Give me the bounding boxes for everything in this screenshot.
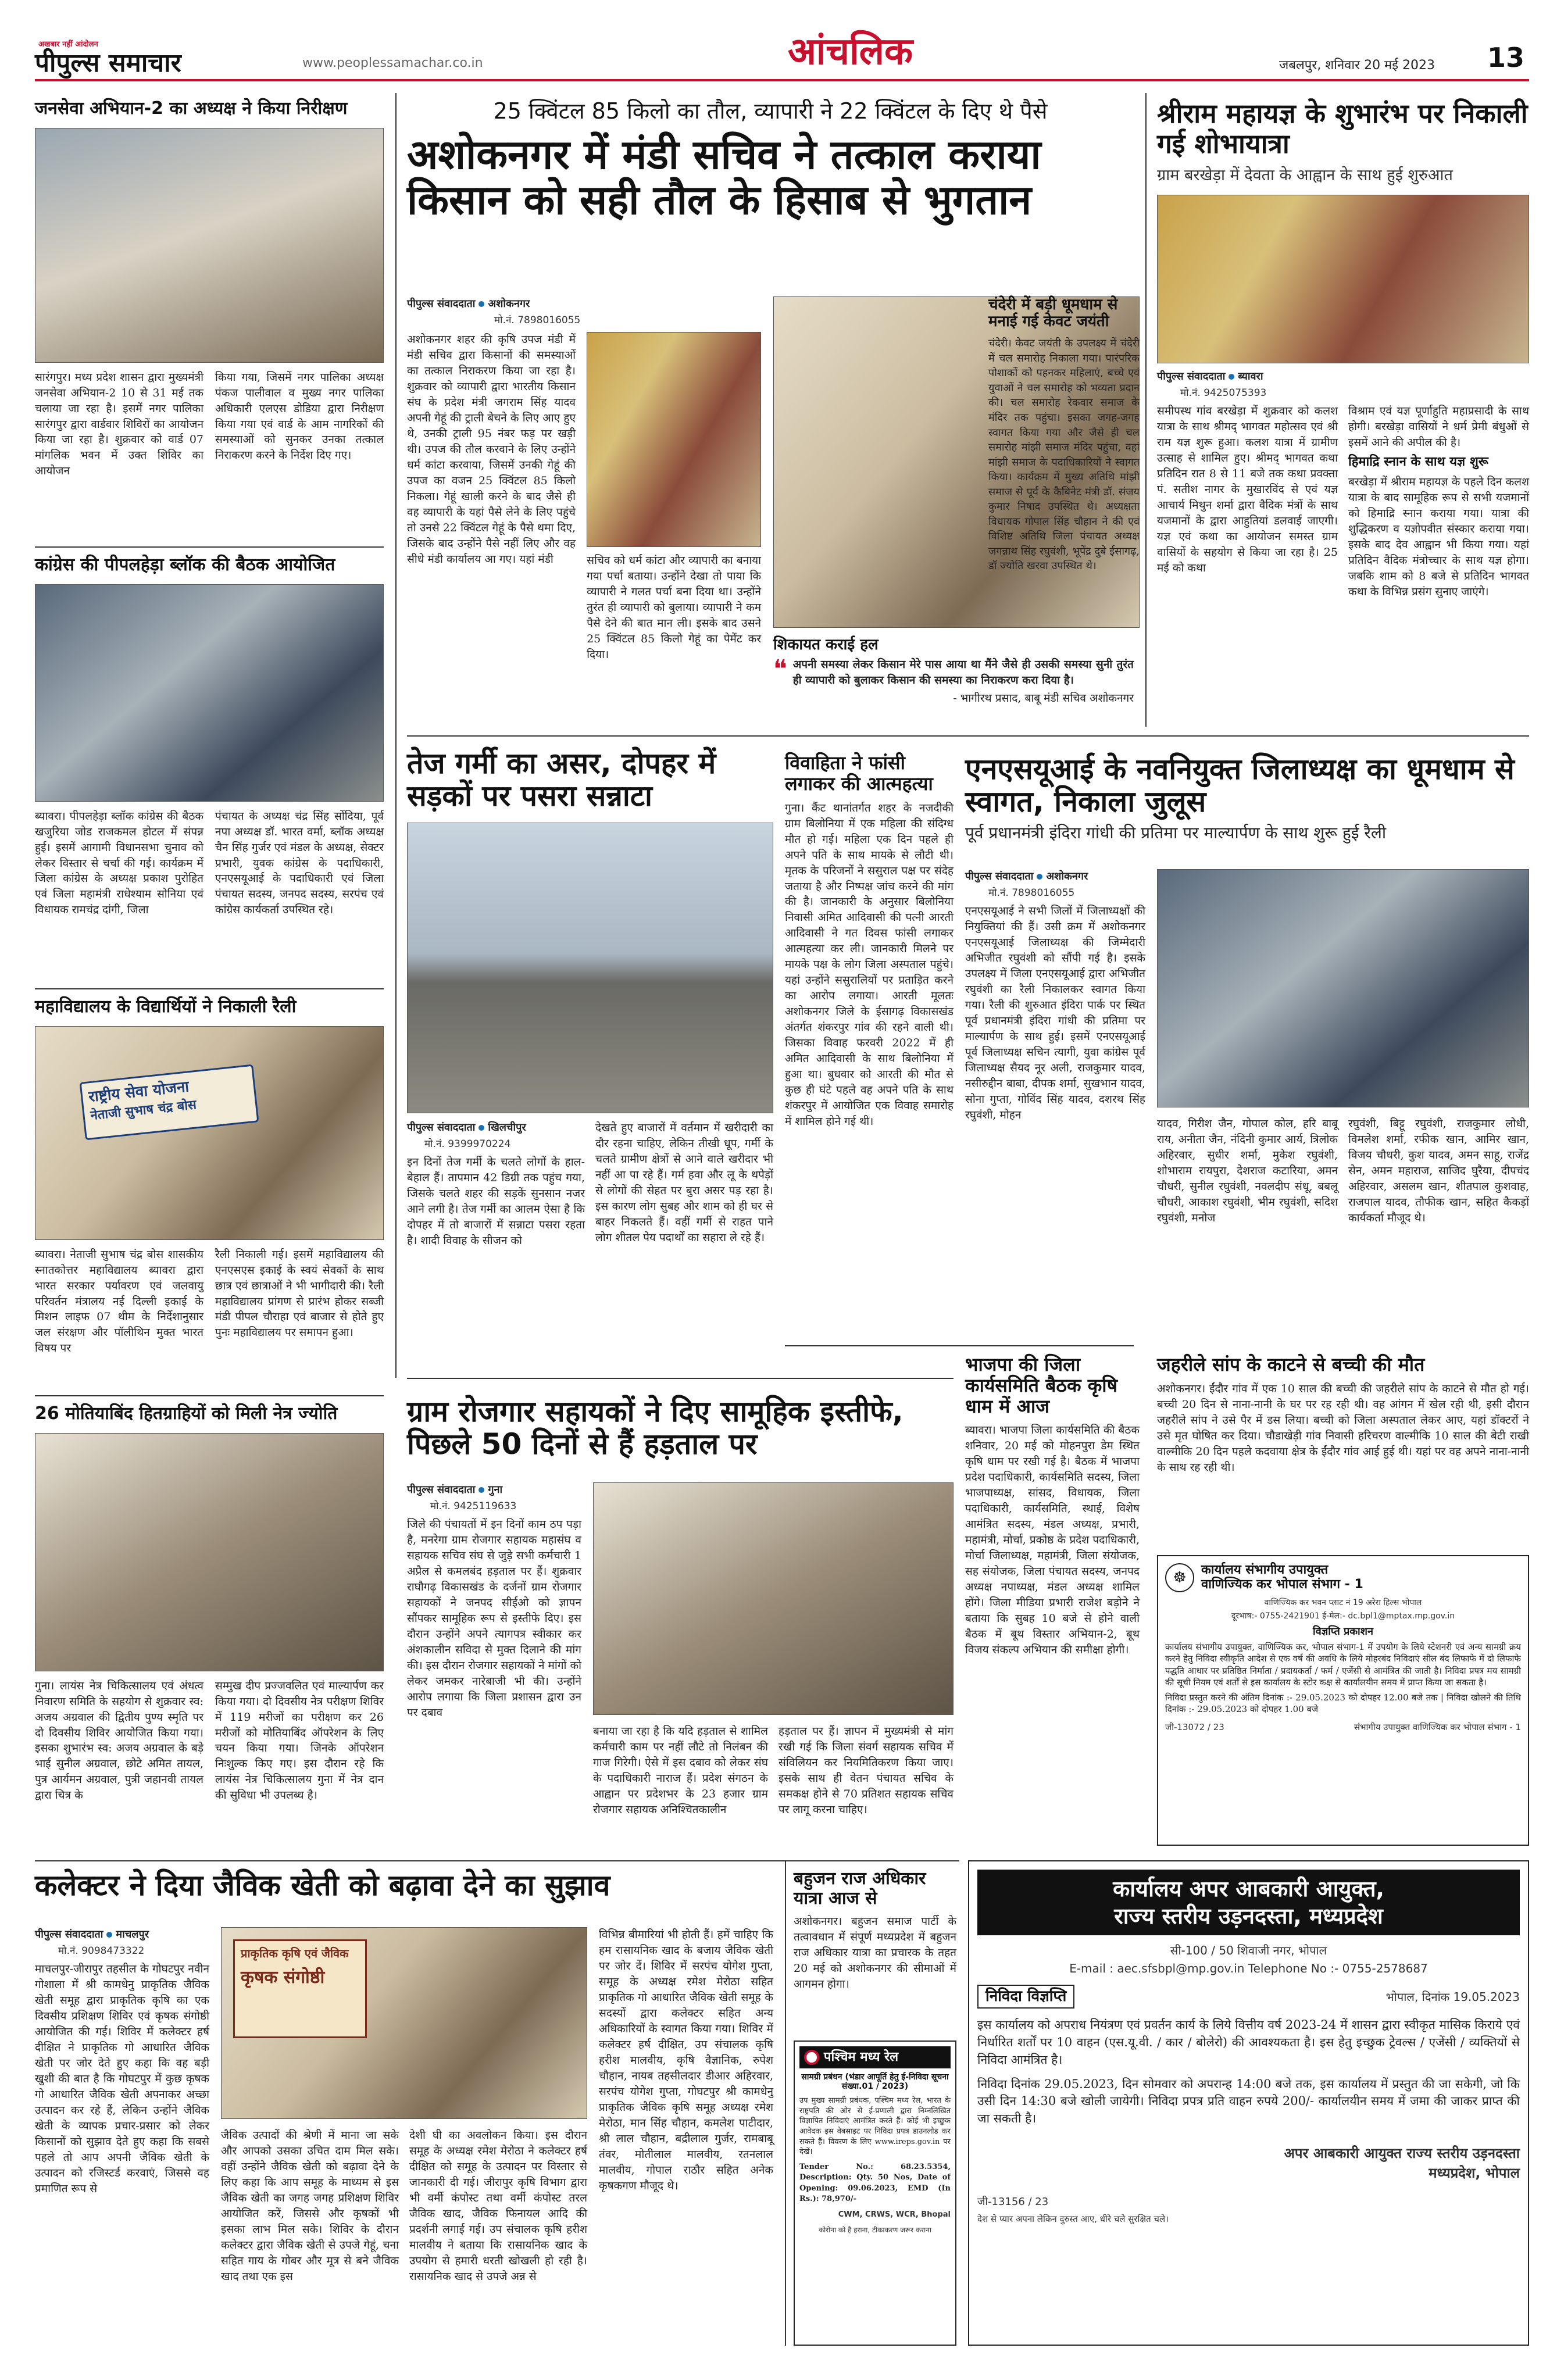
article-body: जिले की पंचायतों में इन दिनों काम ठप पड़ा है, मनरेगा ग्राम रोजगार सहायक महासंघ व सहायक सचिव संघ से जुड़े सभी कर्मचारी 1 अप्रैल से कमलबंद हड़ताल पर हैं। शुक्रवार राघौगढ़ विकासखंड के दर्जनों ग्राम रोजगार सहायकों ने जनपद सीईओ को ज्ञापन सौंपकर सामूहिक रूप से इस्तीफे दिए। इस दौरान उन्होंने अपने त्यागपत्र स्वीकार कर अंशकालीन सविदा से मुक्त दिलाने की मांग की। इस दौरान रोजगार सहायकों ने मांगों को लेकर जमकर नारेबाजी भी की। उन्होंने आरोप लगाया कि जिला प्रशासन द्वारा उन पर दबाव [407,1518,581,1719]
article-subhead: हिमाद्रि स्नान के साथ यज्ञ शुरू [1348,455,1488,470]
ad-contact: दूरभाष:- 0755-2421901 ई-मेल:- dc.bpl1@mptax.mp.gov.in [1231,1611,1455,1621]
article-title: कांग्रेस की पीपलहेड़ा ब्लॉक की बैठक आयोजित [35,555,335,575]
ad-date: भोपाल, दिनांक 19.05.2023 [1385,1990,1520,2004]
photo-banner [80,1064,259,1140]
ad-address: सी-100 / 50 शिवाजी नगर, भोपाल [1170,1943,1327,1958]
banner-text: नेताजी सुभाष चंद्र बोस [90,1097,198,1123]
article-suicide [785,753,954,1369]
article-body: सारंगपुर। मध्य प्रदेश शासन द्वारा मुख्यमंत्री जनसेवा अभियान-2 10 से 31 मई तक चलाया जा रहा है। इसमें नगर पालिका सारंगपुर द्वारा वार्डवार शिविरों का आयोजन किया जा रहा है। शुक्रवार को वार्ड 07 मांगलिक भवन में उक्त शिविर का आयोजन [35,370,203,478]
ad-body: उप मुख्य सामग्री प्रबंधक, पश्चिम मध्य रेल, भारत के राष्ट्रपति की ओर से ई-प्रणाली द्वारा निम्नलिखित विज्ञापित निविदाएं आमंत्रित करते हैं। कोई भी इच्छुक आवेदक इस वेबसाइट पर निविदा प्रपत्र डाउनलोड कर सकते हैं। विवरण के लिए www.ireps.gov.in पर देखें। [799,2096,951,2157]
byline [407,1482,581,1496]
ad-note: देश से प्यार अपना लेकिन दुरुस्त आए, धीरे चले सुरक्षित चले। [977,2214,1169,2225]
article-body: देखते हुए बाजारों में वर्तमान में खरीदारी का दौर रहना चाहिए, लेकिन तीखी धूप, गर्मी के चलते ग्रामीण क्षेत्रों से आने वाले खरीदार भी नहीं आ पा रहे हैं। गर्म हवा और लू के थपेड़ों से लोगों की सेहत पर बुरा असर पड़ रहा है। इस कारण लोग सुबह और शाम को ही घर से बाहर निकलते हैं। वहीं गर्मी से राहत पाने लोग शीतल पेय पदार्थों का सहारा ले रहे हैं। [595,1121,773,1244]
article-body: गुना। लायंस नेत्र चिकित्सालय एवं अंधत्व निवारण समिति के सहयोग से शुक्रवार स्व: अजय अग्रवाल की द्वितीय पुण्य स्मृति पर दो दिवसीय शिविर आयोजित किया गया। इसका शुभारंभ स्व: अजय अग्रवाल के बड़े भाई सुनील अग्रवाल, छोटे अमित तायल, पुत्र आर्यमन अग्रवाल, पुत्री जहानवी तायल द्वारा चित्र के [35,1679,203,1802]
banner-text: कृषक संगोष्ठी [241,1967,325,1988]
commercial-tax-notice-ad[interactable] [1157,1555,1529,1846]
article-body: जैविक उत्पादों की श्रेणी में माना जा सके और आपको उसका उचित दाम मिल सके। वहीं उन्होंने जैविक खेती को बढ़ावा देने के लिए कहा कि आप समूह के माध्यम से इस जैविक खेती का जगह जगह प्रशिक्षण शिविर आयोजित करें, जिससे और कृषकों भी इसका लाभ मिल सके। शिविर के दौरान कलेक्टर द्वारा जैविक खेती से उपजे गेहूं, चना सहित गाय के गोबर और मूत्र से बने जैविक खाद तथा एक इस [221,2129,399,2283]
ad-body: निविदा दिनांक 29.05.2023, दिन सोमवार को अपरान्ह 14:00 बजे तक, इस कार्यालय में प्रस्तुत की जा सकेगी, जो कि उसी दिन 14:30 बजे खोली जायेगी। निविदा प्रपत्र प्रति वाहन रुपये 200/- कार्यालयीन समय में जमा की जाकर प्राप्त की जा सकती है। [977,2077,1520,2126]
byline [407,1120,585,1134]
byline-name: पीपुल्स संवाददाता [407,298,476,310]
article-jansewa [35,99,384,506]
article-body: यादव, गिरीश जैन, गोपाल कोल, हरि बाबू राय, अनीता जैन, नंदिनी कुमार आर्य, त्रिलोक अहिरवार, सुधीर शर्मा, मुकेश रघुवंशी, शोभाराम रायपुरा, देशराज कटारिया, अमन चौधरी, सुनील रघुवंशी, नवलदीप संधू, बबलू चौधरी, आकाश रघुवंशी, भीम रघुवंशी, सदिश रघुवंशी, मनोज [1157,1117,1338,1224]
article-body: विश्राम एवं यज्ञ पूर्णाहुति महाप्रसादी के साथ होगी। बरखेड़ा वासियों ने धर्म प्रेमी बंधुओं से इसमें आने की अपील की है। [1348,405,1529,449]
article-separator [35,546,384,548]
article-body: ब्यावरा। पीपलहेड़ा ब्लॉक कांग्रेस की बैठक खजुरिया जोड राजकमल होटल में संपन्न हुई। इसमें आगामी विधानसभा चुनाव को लेकर विस्तार से चर्चा की गई। कार्यक्रम में जिला कांग्रेस के अध्यक्ष प्रकाश पुरोहित एवं जिला महामंत्री राधेश्याम सोनिया एवं विधायक रामचंद्र दांगी, जिला [35,809,203,917]
article-title: कलेक्टर ने दिया जैविक खेती को बढ़ावा देने का सुझाव [35,1868,610,1902]
article-body: समीपस्थ गांव बरखेड़ा में शुक्रवार को कलश यात्रा के साथ श्रीमद् भागवत महोत्सव एवं श्री राम यज्ञ शुरू हुआ। कलश यात्रा में ग्रामीण उत्साह से शामिल हुए। श्रीमद् भागवत कथा प्रतिदिन रात 8 से 11 बजे तक कथा प्रवक्ता पं. सतीश नागर के मुखारविंद से एवं यज्ञ आचार्य मिथुन शर्मा द्वारा वैदिक मंत्रों के साथ यजमानों के द्वारा आहुतियां डलवाई जाएगी। यज्ञ एवं कथा का आयोजन समस्त ग्राम वासियों के सहयोग से किया जा रहा है। 25 मई को कथा [1157,405,1338,574]
byline-name: पीपुल्स संवाददाता [407,1121,476,1134]
byline-dot [106,1932,112,1938]
article-body: इन दिनों तेज गर्मी के चलते लोगों के हाल-बेहाल हैं। तापमान 42 डिग्री तक पहुंच गया, जिसके चलते शहर की सड़कें सुनसान नजर आने लगी है। तेज गर्मी का आलम ऐसा है कि दोपहर में तो बाजारों में सन्नाटा पसरा रहता है। शादी विवाह के सीजन को [407,1156,585,1247]
article-organic-farming [35,1869,773,2346]
byline-place: गुना [488,1484,503,1496]
ad-title: राज्य स्तरीय उड़नदस्ता, मध्यप्रदेश [1114,1903,1383,1929]
article-snake-bite [1157,1355,1529,1546]
masthead-url[interactable]: www.peoplessamachar.co.in [302,56,483,70]
article-title: जनसेवा अभियान-2 का अध्यक्ष ने किया निरीक्षण [35,98,348,119]
railway-logo-icon [804,2050,819,2065]
ad-dates: निविदा प्रस्तुत करने की अंतिम दिनांक :- 29.05.2023 को दोपहर 12.00 बजे तक | निविदा खोलने की तिथि दिनांक :- 29.05.2023 को दोपहर 1.00 बजे [1165,1692,1521,1715]
masthead [0,0,1557,87]
paper-logo[interactable] [35,38,256,78]
complaint-attribution: - भागीरथ प्रसाद, बाबू मंडी सचिव अशोकनगर [953,692,1134,705]
news-photo[interactable] [1157,869,1529,1107]
article-title: ग्राम रोजगार सहायकों ने दिए सामूहिक इस्तीफे, पिछले 50 दिनों से हैं हड़ताल पर [407,1395,904,1461]
mobile-number: मो.नं. 9425075393 [1180,387,1267,399]
article-kewat-jayanti [988,296,1140,727]
article-title: भाजपा की जिला कार्यसमिति बैठक कृषि धाम में आज [965,1353,1118,1417]
article-body: गुना। कैंट थानांतर्गत शहर के नजदीकी ग्राम बिलोनिया में एक महिला की संदिग्ध मौत हो गई। महिला एक दिन पहले ही अपने पति के साथ मायके से लौटी थी। मृतक के परिजनों ने ससुराल पक्ष पर संदेह जताया है और निष्पक्ष जांच करने की मांग की है। जानकारी के अनुसार बिलोनिया निवासी अमित आदिवासी की पत्नी आरती आदिवासी ने गत दिवस फांसी लगाकर आत्महत्या कर ली। जानकारी मिलने पर मायके पक्ष के लोग जिला अस्पताल पहुंचे। यहां उन्होंने ससुरालियों पर प्रताड़ित करने का आरोप लगाया। आरती मूलतः अशोकनगर जिले के ईसागढ़ विकासखंड अंतर्गत शंकरपुर गांव की रहने वाली थी। जिसका विवाह फरवरी 2022 में ही अमित आदिवासी के साथ बिलोनिया में हुआ था। बुधवार को आरती की मौत से कुछ ही घंटे पहले वह अपने पति के साथ शंकरपुर में आयोजित एक विवाह समारोह में शामिल होने गई थी। [785,801,954,1128]
byline-dot [478,301,484,307]
article-title: एनएसयूआई के नवनियुक्त जिलाध्यक्ष का धूमधाम से स्वागत, निकाला जुलूस [965,752,1515,819]
ad-address: वाणिज्यिक कर भवन प्लाट नं 19 अरेरा हिल्स भोपाल [1264,1598,1422,1607]
ad-header-row [1165,1563,1521,1592]
ad-notice-title: निविदा विज्ञप्ति [977,1985,1074,2009]
byline-dot [478,1487,484,1493]
emblem-icon: ☸ [1165,1563,1194,1592]
ad-signature: संभागीय उपायुक्त वाणिज्यिक कर भोपाल संभाग - 1 [1354,1721,1521,1732]
article-title: तेज गर्मी का असर, दोपहर में सड़कों पर पसरा सन्नाटा [407,746,716,813]
article-title: विवाहिता ने फांसी लगाकर की आत्महत्या [785,752,933,795]
article-column-2 [587,332,761,663]
byline [965,869,1145,883]
news-photo[interactable] [1157,195,1529,363]
article-body: देशी घी का अवलोकन किया। इस दौरान समूह के अध्यक्ष रमेश मेरोठा ने कलेक्टर हर्ष दीक्षित को समूह के उत्पादन पर विस्तार से जानकारी दी गई। जीरापुर कृषि विभाग द्वारा भी वर्मी कंपोस्ट तथा वर्मी कंपोस्ट तरल जैविक खाद, जैविक फिनायल आदि की प्रदर्शनी लगाई गई। उप संचालक कृषि हरीश मालवीय ने बताया कि रासायनिक खाद के उपयोग से हमारी धरती खोखली हो रही है। रासायनिक खाद से उपजे अन्न से [409,2129,587,2283]
ad-title: वाणिज्यिक कर भोपाल संभाग - 1 [1201,1577,1363,1592]
ad-notice-title: विज्ञप्ति प्रकाशन [1313,1625,1373,1638]
article-title: चंदेरी में बड़ी धूमधाम से मनाई गई केवट जयंती [988,296,1118,331]
article-body: किया गया, जिसमें नगर पालिका अध्यक्ष पंकज पालीवाल व मुख्य नगर पालिका अधिकारी एलएस डोडिया द्वारा निरीक्षण किया गया एवं वार्ड के आम नागरिकों की समस्याओं को सुनकर उनका तत्काल निराकरण करने के निर्देश दिए गए। [215,370,384,462]
article-college-rally [35,997,384,1381]
section-title: आंचलिक [788,30,913,73]
article-bahujan-yatra [794,1869,956,2032]
article-body: ब्यावरा। भाजपा जिला कार्यसमिति की बैठक शनिवार, 20 मई को मोहनपुरा डेम स्थित कृषि धाम पर रखी गई है। बैठक में भाजपा प्रदेश पदाधिकारी, कार्यसमिति सदस्य, जिला भाजपाध्यक्ष, सांसद, विधायक, जिला पदाधिकारी, कार्यसमिति, स्थाई, विशेष आमंत्रित सदस्य, मंडल अध्यक्ष, प्रभारी, महामंत्री, मोर्चा, प्रकोष्ठ के प्रदेश पदाधिकारी, मोर्चा जिलाध्यक्ष, महामंत्री, जिला संयोजक, सह संयोजक, जिला पंचायत सदस्य, जनपद अध्यक्ष नपाध्यक्ष, मंडल अध्यक्ष शामिल होंगे। जिला मीडिया प्रभारी राजेश बड़ोने ने बताया कि सुबह 10 बजे से होने वाली बैठक में बूथ विस्तार अभियान-2, बूथ विजय संकल्प अभियान की समीक्षा होगी। [965,1424,1140,1657]
article-nsui [965,753,1529,1369]
news-photo[interactable] [407,823,773,1113]
quote-icon: ❝ [773,655,787,685]
article-body: रघुवंशी, बिट्टू रघुवंशी, राजकुमार लोधी, विमलेश शर्मा, रफीक खान, आमिर खान, विजय चौधरी, कुश यादव, अमन साहू, राजेंद्र सेन, अमन महाराज, साजिद घुरैया, दीपचंद अहिरवार, असलम खान, शीतपाल कुशवाह, राजपाल यादव, तौफीक खान, सहित कैकड़ों कार्यकर्ता मौजूद थे। [1348,1117,1529,1224]
byline-place: अशोकनगर [1046,870,1088,882]
news-photo[interactable] [221,1927,587,2119]
mobile-number: मो.नं. 9098473322 [58,1945,145,1957]
ad-footer-row [977,2195,1520,2209]
byline-dot [1037,874,1042,880]
dateline: जबलपुर, शनिवार 20 मई 2023 [1279,58,1435,73]
article-kicker: 25 क्विंटल 85 किलो का तौल, व्यापारी ने 22 क्विंटल के दिए थे पैसे [493,98,1048,124]
news-photo[interactable] [587,332,761,547]
article-body: विभिन्न बीमारियां भी होती हैं। हमें चाहिए कि हम रासायनिक खाद के बजाय जैविक खेती पर जोर दें। शिविर में सरपंच योगेश गुप्ता, समूह के अध्यक्ष रमेश मेरोठा सहित प्राकृतिक गो आधारित जैविक खेती समूह के सदस्यों द्वारा कलेक्टर सहित अन्य अधिकारियों के स्वागत किया गया। शिविर में कलेक्टर हर्ष दीक्षित, उप संचालक कृषि हरीश मालवीय, कृषि वैज्ञानिक, रुपेश चौहान, नायब तहसीलदार डीआर अहिरवार, सरपंच योगेश गुप्ता, गोघटपुर श्री कामधेनु प्राकृतिक जैविक कृषि समूह अध्यक्ष रमेश मेरोठा, मान सिंह चौहान, कमलेश पाटीदार, श्री लाल चौहान, बद्रीलाल गुर्जर, रामबाबू तंवर, मोतीलाल मालवीय, रतनलाल मालवीय, गोपाल राठौर सहित अनेक कृषकगण मौजूद थे। [599,1928,773,2192]
paper-name: पीपुल्स समाचार [35,48,181,78]
byline-place: ब्यावरा [1238,370,1263,383]
article-title: बहुजन राज अधिकार यात्रा आज से [794,1868,926,1909]
ad-tender-details: Tender No.: 68.23.5354, Description: Qty. 50 Nos, Date of Opening: 09.06.2023, EMD (In Rs.): 78,970/- [799,2162,951,2203]
ad-contact: E-mail : aec.sfsbpl@mp.gov.in Telephone No :- 0755-2578687 [1069,1961,1428,1976]
article-body: बरखेड़ा में श्रीराम महायज्ञ के पहले दिन कलश यात्रा के बाद सामूहिक रूप से सभी यजमानों को हिमाद्रि स्नान कराया गया। यात्रा की शुद्धिकरण व यज्ञोपवीत संस्कार कराया गया। इसके बाद देव आह्वान भी किया गया। यहां प्रतिदिन वैदिक मंत्रोच्चार के साथ यज्ञ होगा। जबकि शाम को 8 बजे से प्रतिदिन भागवत कथा के विभिन्न प्रसंग सुनाए जाएंगे। [1348,475,1529,598]
mobile-number: मो.नं. 7898016055 [494,315,581,326]
masthead-rule [35,79,1529,81]
ad-title: कार्यालय संभागीय उपायुक्त [1201,1563,1329,1578]
article-body: सम्मुख दीप प्रज्जवलित एवं माल्यार्पण कर किया गया। दो दिवसीय नेत्र परीक्षण शिविर में 119 मरीजों का परीक्षण कर 26 मरीजों को मोतियाबिंद ऑपरेशन के लिए चयन किया गया। जिनके ऑपरेशन निःशुल्क किए गए। इस दौरान रहे कि लायंस नेत्र चिकित्सालय गुना में नेत्र दान की सुविधा भी उपलब्ध है। [215,1679,384,1802]
article-title: 26 मोतियाबिंद हितग्राहियों को मिली नेत्र ज्योति [35,1403,338,1424]
article-separator [35,1860,959,1861]
article-separator [407,735,1529,737]
ad-body: इस कार्यालय को अपराध नियंत्रण एवं प्रवर्तन कार्य के लिये वित्तीय वर्ष 2023-24 में शासन द्वारा स्वीकृत मासिक किराये एवं निर्धारित शर्तों पर 10 वाहन (एस.यू.वी. / कार / बोलेरो) की आवश्यकता है। इस हेतु इच्छुक ट्रेवल्स / एजेंसी / व्यक्तियों से निविदा आमंत्रित है। [977,2018,1520,2067]
article-body: माचलपुर-जीरापुर तहसील के गोघटपुर नवीन गोशाला में श्री कामधेनु प्राकृतिक जैविक खेती समूह द्वारा प्राकृतिक कृषि का एक दिवसीय प्रशिक्षण शिविर एवं कृषक संगोष्ठी आयोजित की गई। शिविर में कलेक्टर हर्ष दीक्षित ने प्राकृतिक गो आधारित जैविक खेती पर जोर देते हुए कहा कि वह बड़ी खुशी की बात है कि गोघटपुर में कुछ कृषक गो आधारित जैविक खेती अपनाकर अच्छा उत्पादन कर रहे हैं, लेकिन उन्होंने जैविक खेती के व्यापक प्रचार-प्रसार को लेकर किसानों को सुझाव देते हुए कहा कि सबसे पहले तो आप अपनी जैविक खेती के उत्पादन को रजिस्टर्ड करवाएं, जिससे वह प्रमाणित रूप से [35,1963,209,2195]
ad-header [799,2046,951,2068]
article-congress [35,555,384,980]
article-body: बनाया जा रहा है कि यदि हड़ताल से शामिल कर्मचारी काम पर नहीं लौटे तो निलंबन की गाज गिरेगी। ऐसे में इस दबाव को लेकर संघ के पदाधिकारी नाराज हैं। प्रदेश संगठन के आह्वान पर प्रदेशभर के 23 हजार ग्राम रोजगार सहायक अनिश्चितकालीन [593,1725,768,1816]
column-divider [395,93,397,1378]
ad-title: कार्यालय अपर आबकारी आयुक्त, [1113,1876,1384,1902]
article-body: ब्यावरा। नेताजी सुभाष चंद्र बोस शासकीय स्नातकोत्तर महाविद्यालय ब्यावरा द्वारा भारत सरकार पर्यावरण एवं जलवायु परिवर्तन मंत्रालय नई दिल्ली इकाई के मिशन लाइफ 07 थीम के निर्देशानुसार जल संरक्षण और पॉलीथिन मुक्त भारत विषय पर [35,1248,203,1355]
article-separator [407,1378,954,1379]
news-photo[interactable] [35,1026,384,1240]
photo-banner [233,1939,367,2038]
article-body: एनएसयूआई ने सभी जिलों में जिलाध्यक्षों की नियुक्तियां की हैं। उसी क्रम में अशोकनगर एनएसयूआई जिलाध्यक्ष की जिम्मेदारी अभिजीत रघुवंशी को सौंपी गई है। इसके उपलक्ष्य में जिला एनएसयूआई द्वारा अभिजीत रघुवंशी का रैली निकालकर स्वागत किया गया। रैली की शुरुआत इंदिरा पार्क पर स्थित पूर्व प्रधानमंत्री इंदिरा गांधी की प्रतिमा पर माल्यार्पण के साथ हुई। इसमें एनएसयूआई पूर्व जिलाध्यक्ष सचिन त्यागी, युवा कांग्रेस पूर्व जिलाध्यक्ष सैयद नूर अली, राजकुमार यादव, नसीरुद्दीन बाबा, दीपक शर्मा, सुखभान यादव, सोना गुप्ता, गोविंद सिंह यादव, दशरथ सिंह रघुवंशी, मोहन [965,905,1145,1121]
byline-name: पीपुल्स संवाददाता [1157,370,1226,383]
article-eye-camp [35,1404,384,1852]
article-title: श्रीराम महायज्ञ के शुभारंभ पर निकाली गई शोभायात्रा [1157,98,1528,159]
byline-name: पीपुल्स संवाददाता [35,1928,103,1941]
article-body: अशोकनगर। बहुजन समाज पार्टी के तत्वावधान में संपूर्ण मध्यप्रदेश में बहुजन राज अधिकार यात्रा का प्रचारक के तहत 20 मई को अशोकनगर की सीमाओं में आगमन होगा। [794,1915,956,1991]
complaint-title: शिकायत कराई हल [773,636,879,653]
byline-name: पीपुल्स संवाददाता [407,1484,476,1496]
article-bjp-meeting-inner [965,1355,1140,1785]
mobile-number: मो.नं. 7898016055 [988,887,1075,899]
article-separator [35,1395,384,1396]
ad-subtitle: सामग्री प्रबंधन (भंडार आपूर्ति हेतु ई-निविदा सूचना संख्या.01 / 2023) [801,2072,949,2091]
article-rojgar-sahayak [407,1395,954,1852]
byline-place: अशोकनगर [488,298,530,310]
ad-footer-row [1165,1721,1521,1733]
article-separator [785,1345,1134,1346]
ad-signature: अपर आबकारी आयुक्त राज्य स्तरीय उड़नदस्ता मध्यप्रदेश, भोपाल [1284,2145,1520,2181]
article-yagya [1157,99,1529,727]
article-body: अशोकनगर। ईंदौर गांव में एक 10 साल की बच्ची की जहरीले सांप के काटने से मौत हो गई। बच्ची 20 दिन से नाना-नानी के घर पर रह रही थी। वह आंगन में खेल रही थी, इसी दौरान जहरीले सांप ने उसे पैर में डस लिया। बच्ची को जिला अस्पताल लेकर आए, यहां डॉक्टरों ने उसे मृत घोषित कर दिया। चौडाखेड़ी गांव निवासी हरिचरण वाल्मीकि 10 साल की बेटी राखी वाल्मीकि 20 दिन पहले कदवाया क्षेत्र के ईंदौर गांव आई हुई थी। यहां पर वह अपने नाना-नानी के साथ रह रही थी। [1157,1382,1529,1474]
article-title: अशोकनगर में मंडी सचिव ने तत्काल कराया किसान को सही तौल के हिसाब से भुगतान [407,130,1041,224]
ad-footer: CWM, CRWS, WCR, Bhopal [838,2210,951,2220]
byline-dot [1229,374,1234,380]
article-body: चंदेरी। केवट जयंती के उपलक्ष्य में चंदेरी में चल समारोह निकाला गया। पारंपरिक पोशाकों को पहनकर महिलाएं, बच्चे एवं युवाओं ने चल समारोह को भव्यता प्रदान की। चल समारोह रेकवार समाज के मंदिर तक पहुंचा। इसका जगह-जगह स्वागत किया गया और जैसे ही चल समारोह मांझी समाज मंदिर पहुंचा, वहां मांझी समाज के पदाधिकारियों ने स्वागत किया। कार्यक्रम में मुख्य अतिथि मांझी समाज से पूर्व के कैबिनेट मंत्री डॉ. संजय कुमार निषाद उपस्थित थे। अध्यक्षता विधायक गोपाल सिंह चौहान ने की एवं विशिष्ट अतिथि जिला पंचायत अध्यक्ष जगन्नाथ सिंह रघुवंशी, भूपेंद्र दुबे ईसागढ़, डॉ ज्योति खरवा उपस्थित थे। [988,337,1140,573]
banner-text: राष्ट्रीय सेवा योजना [87,1077,190,1106]
byline [1157,369,1529,383]
ad-header [977,1870,1520,1935]
railway-tender-ad[interactable] [794,2040,956,2346]
byline-name: पीपुल्स संवाददाता [965,870,1034,882]
logo-tagline: अखबार नहीं आंदोलन [38,40,98,49]
ad-note: कोरोना को है हराना, टीकाकरण जरूर कराना [818,2226,932,2235]
article-body: सचिव को धर्म कांटा और व्यापारी का बनाया गया पर्चा बताया। उन्होंने देखा तो पाया कि व्यापारी ने गलत पर्चा बना दिया था। उन्होंने तुरंत ही व्यापारी को बुलाया। व्यापारी ने कम पैसे देने की बात मान ली। इसके बाद उसने 25 क्विंटल 85 किलो गेहूं का पेमेंट कर दिया। [587,554,762,661]
news-photo[interactable] [593,1482,954,1715]
complaint-text: अपनी समस्या लेकर किसान मेरे पास आया था मैंने जैसे ही उसकी समस्या सुनी तुरंत ही व्यापारी को बुलाकर किसान की समस्या का निराकरण करा दिया है। [792,658,1134,687]
article-title: महाविद्यालय के विद्यार्थियों ने निकाली रैली [35,996,297,1017]
banner-text: प्राकृतिक कृषि एवं जैविक [241,1946,349,1960]
byline [35,1927,209,1941]
article-title: जहरीले सांप के काटने से बच्ची की मौत [1157,1353,1425,1375]
news-photo[interactable] [35,128,384,363]
ad-code: जी-13072 / 23 [1165,1721,1224,1732]
column-divider [1145,93,1147,727]
ad-title: पश्चिम मध्य रेल [824,2049,899,2064]
article-body: अशोकनगर शहर की कृषि उपज मंडी में मंडी सचिव द्वारा किसानों की समस्याओं का तत्काल निराकरण किया जा रहा है। शुक्रवार को व्यापारी द्वारा भारतीय किसान संघ के प्रदेश मंत्री जगराम सिंह यादव अपनी गेहूं की ट्राली बेचने के लिए आए हुए थे, उनकी ट्राली 95 नंबर फड़ पर खड़ी थी। उपज की तौल करवाने के लिए उन्होंने धर्म कांटा करवाया, जिसमें उनकी गेहूं की उपज का वजन 25 क्विंटल 85 किलो निकला। गेहूं खाली करने के बाद जैसे ही वह व्यापारी के यहां पैसे लेने के लिए पहुंचे तो उनसे 22 क्विंटल गेहूं के पैसे थमा दिए, जिसके बाद उन्होंने पैसे नहीं लिए और वह सीधे मंडी कार्यालय आ गए। यहां मंडी [407,333,576,566]
article-separator [785,1860,786,2346]
byline-dot [478,1125,484,1131]
article-subtitle: पूर्व प्रधानमंत्री इंदिरा गांधी की प्रतिमा पर माल्यार्पण के साथ शुरू हुई रैली [965,823,1387,842]
byline-place: माचलपुर [116,1928,149,1941]
article-separator [35,988,384,989]
page-number: 13 [1487,42,1524,73]
article-body: पंचायत के अध्यक्ष चंद्र सिंह सोंदिया, पूर्व नपा अध्यक्ष डॉ. भारत वर्मा, ब्लॉक अध्यक्ष चैन सिंह गुर्जर एवं मंडल के अध्यक्ष, सेक्टर प्रभारी, युवक कांग्रेस के पदाधिकारी, एनएसयूआई के पदाधिकारी एवं जिला पंचायत सदस्य, जनपद सदस्य, सरपंच एवं कांग्रेस कार्यकर्ता उपस्थित रहे। [215,809,384,917]
byline-place: खिलचीपुर [488,1121,526,1134]
article-subtitle: ग्राम बरखेड़ा में देवता के आह्वान के साथ हुई शुरुआत [1157,166,1453,185]
mobile-number: मो.नं. 9399970224 [424,1138,511,1150]
article-body: रैली निकाली गई। इसमें महाविद्यालय की एनएसएस इकाई के स्वयं सेवकों के साथ छात्र एवं छात्राओं ने भी भागीदारी की। रैली महाविद्यालय प्रांगण से प्रारंभ होकर सब्जी मंडी पीपल चौराहा एवं बाजार से होते हुए पुनः महाविद्यालय पर समापन हुआ। [215,1248,384,1339]
byline [407,296,762,310]
article-heat [407,747,773,1369]
ad-code: जी-13156 / 23 [977,2196,1049,2209]
ad-body: कार्यालय संभागीय उपायुक्त, वाणिज्यिक कर, भोपाल संभाग-1 में उपयोग के लिये स्टेशनरी एवं अन्य सामग्री क्रय करने हेतु निविदा स्वीकृति आदेश से एक वर्ष की अवधि के लिये मोहरबंद निविदाएं सील बंद लिफाफे में दो लिफाफे पद्धति आधार पर प्रतिष्ठित निर्माता / प्रदायकर्ता / फर्म / एजेंसी से आमंत्रित की जाती है। निविदा प्रपत्र मय सामग्री की सूची नियम एवं शर्तों से इस कार्यालय के स्टोर कक्ष से कार्यालयीन समय में प्राप्त किया जा सकता है। [1165,1642,1521,1688]
article-body: हड़ताल पर हैं। ज्ञापन में मुख्यमंत्री से मांग रखी गई कि जिला संवर्ग सहायक सचिव में संविलियन कर नियमितिकरण किया जाए। इसके साथ ही वेतन पंचायत सचिव के समकक्ष होने से 70 प्रतिशत सहायक सचिव पर लागू करना चाहिए। [779,1725,954,1816]
mobile-number: मो.नं. 9425119633 [430,1500,517,1512]
news-photo[interactable] [35,1433,384,1671]
news-photo[interactable] [35,584,384,802]
excise-tender-ad[interactable] [968,1860,1529,2346]
ad-title-row [977,1985,1520,2009]
